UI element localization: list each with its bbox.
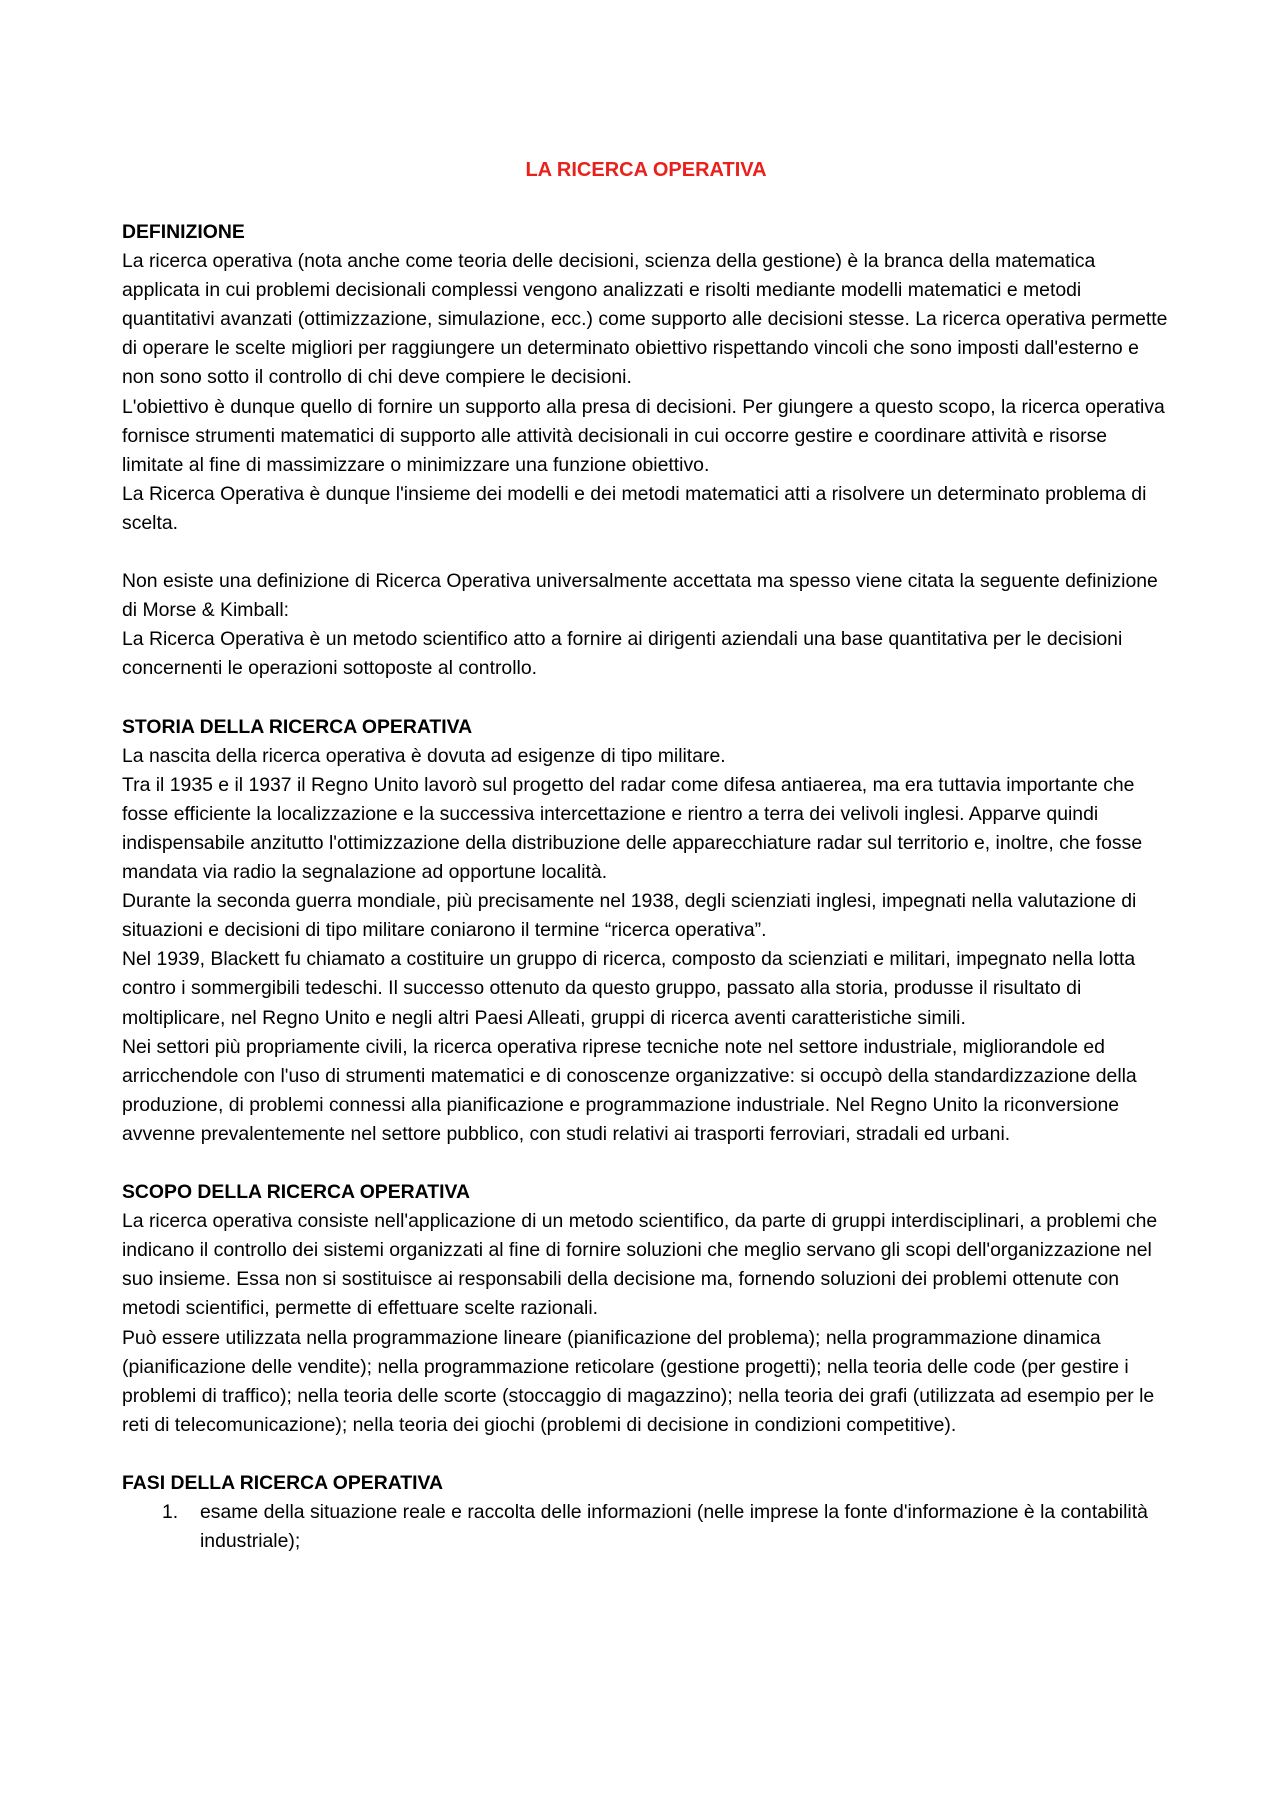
paragraph: Tra il 1935 e il 1937 il Regno Unito lavorò sul progetto del radar come difesa antiaerea, ma era tuttavia importante che fosse efficiente la localizzazione e la successiva intercettazione e rientro a terra dei velivoli inglesi. Apparve quindi indispensabile anzitutto l'ottimizzazione della distribuzione delle apparecchiature radar sul territorio e, inoltre, che fosse mandata via radio la segnalazione ad opportune località. [122, 773, 1143, 884]
paragraph: La ricerca operativa consiste nell'applicazione di un metodo scientifico, da parte di gruppi interdisciplinari, a problemi che indicano il controllo dei sistemi organizzati al fine di fornire soluzioni che meglio servano gli scopi dell'organizzazione nel suo insieme. Essa non si sostituisce ai responsabili della decisione ma, fornendo soluzioni dei problemi ottenute con metodi scientifici, permette di effettuare scelte razionali. [122, 1210, 1158, 1320]
paragraph-spacer [122, 1149, 1170, 1178]
paragraph: Non esiste una definizione di Ricerca Operativa universalmente accettata ma spesso viene citata la seguente definizione di Morse & Kimball: [122, 570, 1158, 622]
section-heading-storia: STORIA DELLA RICERCA OPERATIVA [122, 715, 473, 738]
section-heading-fasi: FASI DELLA RICERCA OPERATIVA [122, 1472, 444, 1495]
phases-list [122, 1498, 1170, 1556]
paragraph: Può essere utilizzata nella programmazione lineare (pianificazione del problema); nella programmazione dinamica (pianificazione delle vendite); nella programmazione reticolare (gestione progetti); nella teoria delle code (per gestire i problemi di traffico); nella teoria delle scorte (stoccaggio di magazzino); nella teoria dei grafi (utilizzata ad esempio per le reti di telecomunicazione); nella teoria dei giochi (problemi di decisione in condizioni competitive). [122, 1326, 1155, 1436]
paragraph: Nei settori più propriamente civili, la ricerca operativa riprese tecniche note nel settore industriale, migliorandole ed arricchendole con l'uso di strumenti matematici e di conoscenze organizzative: si occupò della standardizzazione della produzione, di problemi connessi alla pianificazione e programmazione industriale. Nel Regno Unito la riconversione avvenne prevalentemente nel settore pubblico, con studi relativi ai trasporti ferroviari, stradali ed urbani. [122, 1035, 1137, 1145]
paragraph-spacer [122, 1440, 1170, 1469]
list-item-number: 1. [162, 1501, 179, 1524]
document-body [122, 218, 1170, 1556]
paragraph: L'obiettivo è dunque quello di fornire un supporto alla presa di decisioni. Per giungere a questo scopo, la ricerca operativa fornisce strumenti matematici di supporto alle attività decisionali in cui occorre gestire e coordinare attività e risorse limitate al fine di massimizzare o minimizzare una funzione obiettivo. [122, 395, 1165, 476]
paragraph: La ricerca operativa (nota anche come teoria delle decisioni, scienza della gestione) è la branca della matematica applicata in cui problemi decisionali complessi vengono analizzati e risolti mediante modelli matematici e metodi quantitativi avanzati (ottimizzazione, simulazione, ecc.) come supporto alle decisioni stesse. La ricerca operativa permette di operare le scelte migliori per raggiungere un determinato obiettivo rispettando vincoli che sono imposti dall'esterno e non sono sotto il controllo di chi deve compiere le decisioni. [122, 250, 1168, 389]
paragraph: La Ricerca Operativa è un metodo scientifico atto a fornire ai dirigenti aziendali una base quantitativa per le decisioni concernenti le operazioni sottoposte al controllo. [122, 628, 1123, 680]
list-item [122, 1498, 1170, 1556]
section-heading-definizione: DEFINIZIONE [122, 221, 245, 243]
paragraph-spacer [122, 538, 1170, 567]
paragraph: Durante la seconda guerra mondiale, più precisamente nel 1938, degli scienziati inglesi, impegnati nella valutazione di situazioni e decisioni di tipo militare coniarono il termine “ricerca operativa”. [122, 890, 1137, 942]
paragraph: Nel 1939, Blackett fu chiamato a costituire un gruppo di ricerca, composto da scienziati e militari, impegnato nella lotta contro i sommergibili tedeschi. Il successo ottenuto da questo gruppo, passato alla storia, produsse il risultato di moltiplicare, nel Regno Unito e negli altri Paesi Alleati, gruppi di ricerca aventi caratteristiche simili. [122, 948, 1136, 1029]
paragraph: La Ricerca Operativa è dunque l'insieme dei modelli e dei metodi matematici atti a risolvere un determinato problema di scelta. [122, 482, 1147, 534]
list-item-text: esame della situazione reale e raccolta delle informazioni (nelle imprese la fonte d'informazione è la contabilità industriale); [200, 1501, 1148, 1553]
paragraph: La nascita della ricerca operativa è dovuta ad esigenze di tipo militare. [122, 744, 726, 767]
section-heading-scopo: SCOPO DELLA RICERCA OPERATIVA [122, 1181, 470, 1204]
paragraph-spacer [122, 684, 1170, 713]
document-title: LA RICERCA OPERATIVA [525, 159, 767, 181]
